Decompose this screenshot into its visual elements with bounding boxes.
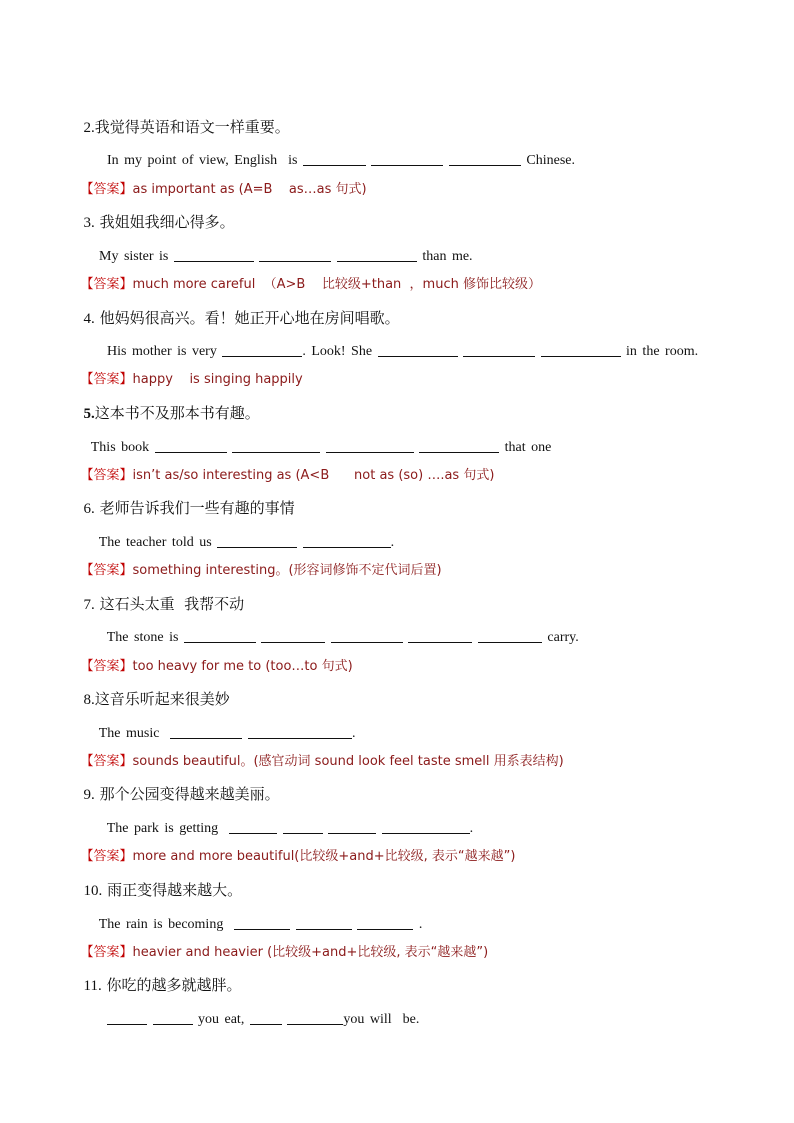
- question-prompt: [74, 963, 242, 994]
- question-number: 9.: [83, 787, 95, 803]
- answer-line: [74, 169, 367, 196]
- answer-blank[interactable]: [303, 151, 366, 166]
- english-sentence: This book that one: [90, 440, 552, 455]
- english-sentence: The rain is becoming .: [98, 917, 423, 932]
- answer-line: [74, 646, 353, 673]
- answer-blank[interactable]: [184, 628, 256, 643]
- answer-blank[interactable]: [408, 628, 472, 643]
- answer-blank[interactable]: [107, 1010, 147, 1025]
- question-number: 8.: [83, 692, 95, 708]
- answer-blank[interactable]: [222, 342, 302, 357]
- question-text: 你吃的越多就越胖。: [101, 976, 242, 994]
- question-text: 这音乐听起来很美妙: [94, 690, 230, 708]
- question-text: 我觉得英语和语文一样重要。: [94, 118, 290, 136]
- answer-blank[interactable]: [232, 438, 320, 453]
- answer-blank[interactable]: [296, 915, 352, 930]
- question-prompt: [74, 772, 280, 803]
- answer-tag: 【答案】: [80, 468, 133, 483]
- question-text: 他妈妈很高兴。看！她正开心地在房间唱歌。: [94, 309, 400, 327]
- answer-tag: 【答案】: [80, 277, 133, 292]
- english-sentence: The music .: [98, 726, 356, 741]
- english-sentence: The teacher told us .: [98, 535, 395, 550]
- answer-text: something interesting。(形容词修饰不定代词后置): [132, 563, 442, 578]
- question-number: 2.: [83, 120, 95, 136]
- answer-text: more and more beautiful(比较级+and+比较级, 表示“越来越”): [132, 849, 516, 864]
- answer-tag: 【答案】: [80, 659, 133, 674]
- english-sentence: His mother is very . Look! She in the room.: [107, 344, 699, 359]
- question-number: 11.: [83, 978, 102, 994]
- answer-blank[interactable]: [331, 628, 403, 643]
- answer-blank[interactable]: [328, 819, 376, 834]
- answer-text: heavier and heavier (比较级+and+比较级, 表示“越来越”): [132, 945, 489, 960]
- answer-blank[interactable]: [357, 915, 413, 930]
- answer-blank[interactable]: [382, 819, 470, 834]
- question-number: 7.: [83, 597, 95, 613]
- answer-text: isn’t as/so interesting as (A<B not as (so) ….as 句式): [132, 468, 495, 483]
- answer-line: [74, 359, 303, 386]
- answer-blank[interactable]: [371, 151, 443, 166]
- answer-blank[interactable]: [248, 724, 352, 739]
- answer-blank[interactable]: [419, 438, 499, 453]
- answer-tag: 【答案】: [80, 372, 133, 387]
- question-text: 这石头太重 我帮不动: [94, 595, 245, 613]
- answer-text: sounds beautiful。(感官动词 sound look feel taste smell 用系表结构): [132, 754, 564, 769]
- question-number: 3.: [83, 215, 95, 231]
- answer-tag: 【答案】: [80, 849, 133, 864]
- question-number: 4.: [83, 311, 95, 327]
- answer-text: much more careful （A>B 比较级+than ，much 修饰比较级）: [132, 277, 541, 292]
- question-prompt: [74, 486, 295, 517]
- answer-blank[interactable]: [326, 438, 414, 453]
- answer-blank[interactable]: [234, 915, 290, 930]
- answer-line: [74, 455, 494, 482]
- answer-blank[interactable]: [170, 724, 242, 739]
- answer-tag: 【答案】: [80, 945, 133, 960]
- answer-blank[interactable]: [541, 342, 621, 357]
- english-sentence: you eat, you will be.: [96, 996, 419, 1027]
- question-number: 10.: [83, 883, 103, 899]
- answer-blank[interactable]: [378, 342, 458, 357]
- answer-blank[interactable]: [449, 151, 521, 166]
- question-prompt: [74, 677, 230, 708]
- answer-blank[interactable]: [463, 342, 535, 357]
- answer-blank[interactable]: [153, 1010, 193, 1025]
- question-text: 老师告诉我们一些有趣的事情: [94, 499, 295, 517]
- answer-text: too heavy for me to (too…to 句式): [132, 659, 353, 674]
- answer-line: [74, 932, 488, 959]
- answer-tag: 【答案】: [80, 563, 133, 578]
- answer-blank[interactable]: [259, 247, 331, 262]
- answer-blank[interactable]: [229, 819, 277, 834]
- english-sentence: In my point of view, English is Chinese.: [107, 153, 576, 168]
- question-number: 5.: [83, 406, 95, 422]
- answer-text: as important as (A=B as…as 句式): [132, 182, 367, 197]
- answer-blank[interactable]: [155, 438, 227, 453]
- answer-blank[interactable]: [174, 247, 254, 262]
- question-number: 6.: [83, 501, 95, 517]
- answer-blank[interactable]: [287, 1010, 343, 1025]
- answer-line: [74, 836, 515, 863]
- answer-blank[interactable]: [261, 628, 325, 643]
- answer-tag: 【答案】: [80, 182, 133, 197]
- answer-blank[interactable]: [283, 819, 323, 834]
- english-sentence: The stone is carry.: [106, 630, 579, 645]
- question-text: 那个公园变得越来越美丽。: [94, 785, 280, 803]
- question-prompt: [74, 105, 290, 136]
- answer-blank[interactable]: [478, 628, 542, 643]
- question-prompt: [74, 868, 242, 899]
- question-text: 我姐姐我细心得多。: [94, 213, 235, 231]
- answer-tag: 【答案】: [80, 754, 133, 769]
- question-prompt: [74, 200, 235, 231]
- answer-blank[interactable]: [337, 247, 417, 262]
- answer-blank[interactable]: [303, 533, 391, 548]
- answer-line: [74, 264, 541, 291]
- question-prompt: [74, 296, 400, 327]
- english-sentence: My sister is than me.: [99, 249, 473, 264]
- question-text: 雨正变得越来越大。: [102, 881, 243, 899]
- answer-blank[interactable]: [217, 533, 297, 548]
- question-text: 这本书不及那本书有趣。: [94, 404, 260, 422]
- answer-line: [74, 741, 564, 768]
- question-prompt: [74, 391, 260, 422]
- question-prompt: [74, 582, 244, 613]
- answer-text: happy is singing happily: [132, 372, 303, 387]
- english-sentence: The park is getting .: [106, 821, 474, 836]
- answer-line: [74, 550, 442, 577]
- answer-blank[interactable]: [250, 1010, 282, 1025]
